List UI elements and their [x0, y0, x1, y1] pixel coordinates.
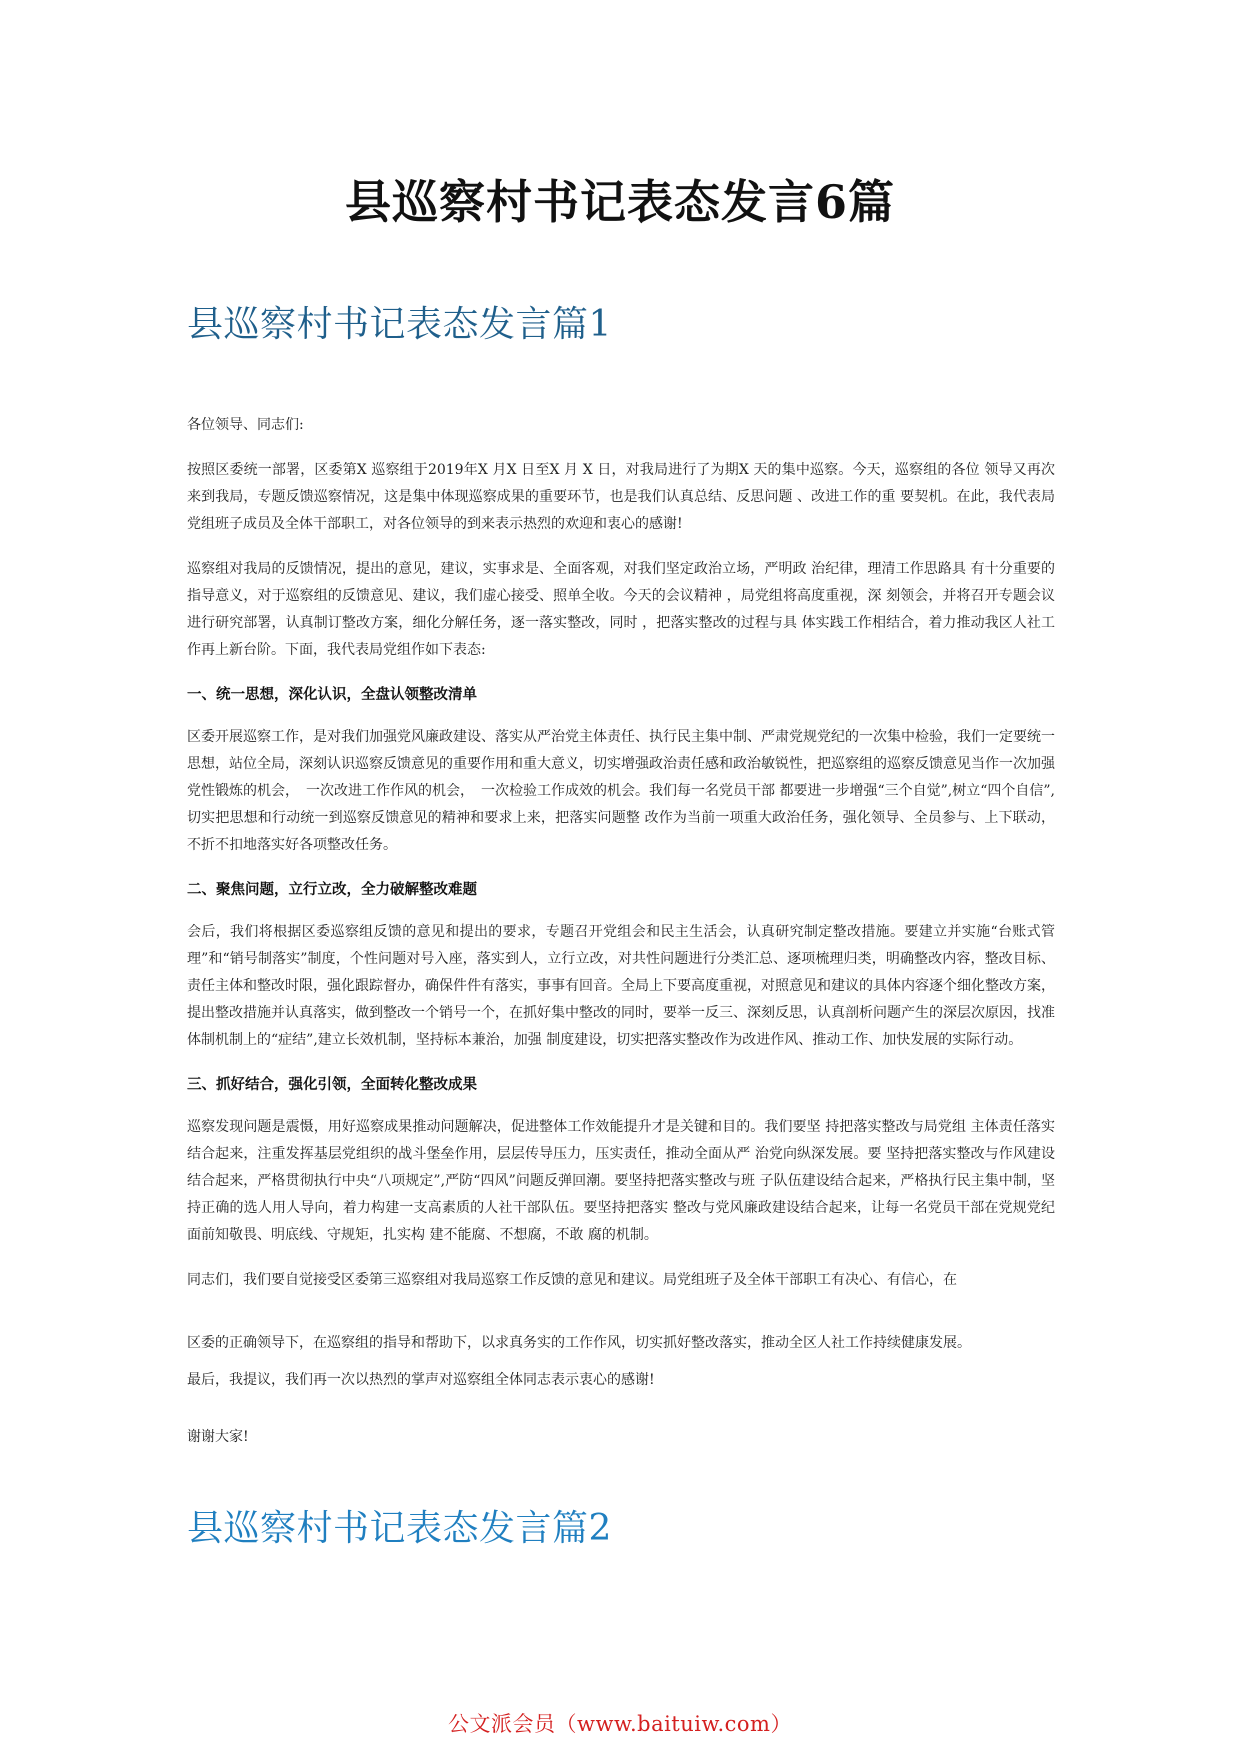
closing-remark: 谢谢大家! [187, 1429, 249, 1445]
paragraph-2: 巡察组对我局的反馈情况，提出的意见，建议，实事求是、全面客观，对我们坚定政治立场，严明政 治纪律，理清工作思路具 有十分重要的指导意义，对于巡察组的反馈意见、建议，我们虚心接受、照单全收。今天的会议精神 ，局党组将高度重视，深 刻领会，并将召开专题会议进行研究部署，认真制订整改方案，细化分解任务，逐一落实整改，同时 ，把落实整改的过程与具 体实践工作相结合，着力推动我区人社工作再上新台阶。下面，我代表局党组作如下表态: [187, 561, 1055, 658]
paragraph-4: 会后，我们将根据区委巡察组反馈的意见和提出的要求，专题召开党组会和民主生活会，认真研究制定整改措施。要建立并实施“台账式管理”和“销号制落实”制度，个性问题对号入座，落实到人，立行立改，对共性问题进行分类汇总、逐项梳理归类，明确整改内容，整改目标、责任主体和整改时限，强化跟踪督办，确保件件有落实，事事有回音。全局上下要高度重视，对照意见和建议的具体内容逐个细化整改方案，提出整改措施并认真落实，做到整改一个销号一个，在抓好集中整改的同时，要举一反三、深刻反思，认真剖析问题产生的深层次原因，找准体制机制上的“症结”,建立长效机制，坚持标本兼治，加强 制度建设，切实把落实整改作为改进作风、推动工作、加快发展的实际行动。 [187, 924, 1055, 1048]
subheading-3: 三、抓好结合，强化引领，全面转化整改成果 [187, 1077, 477, 1093]
subheading-1: 一、统一思想，深化认识，全盘认领整改清单 [187, 687, 477, 703]
section-heading-2: 县巡察村书记表态发言篇2 [187, 1508, 612, 1549]
section-1-body [187, 412, 1055, 1451]
subheading-2: 二、聚焦问题，立行立改，全力破解整改难题 [187, 882, 477, 898]
document-title: 县巡察村书记表态发言6篇 [344, 175, 895, 229]
paragraph-3: 区委开展巡察工作，是对我们加强党风廉政建设、落实从严治党主体责任、执行民主集中制、严肃党规党纪的一次集中检验，我们一定要统一思想，站位全局，深刻认识巡察反馈意见的重要作用和重大意义，切实增强政治责任感和政治敏锐性，把巡察组的巡察反馈意见当作一次加强党性锻炼的机会， 一次改进工作作风的机会， 一次检验工作成效的机会。我们每一名党员干部 都要进一步增强“三个自觉”,树立“四个自信”,切实把思想和行动统一到巡察反馈意见的精神和要求上来，把落实问题整 改作为当前一项重大政治任务，强化领导、全员参与、上下联动，不折不扣地落实好各项整改任务。 [187, 729, 1055, 853]
paragraph-1: 按照区委统一部署，区委第X 巡察组于2019年X 月X 日至X 月 X 日，对我局进行了为期X 天的集中巡察。今天，巡察组的各位 领导又再次来到我局，专题反馈巡察情况，这是集中体现巡察成果的重要环节，也是我们认真总结、反思问题 、改进工作的重 要契机。在此，我代表局党组班子成员及全体干部职工，对各位领导的到来表示热烈的欢迎和衷心的感谢! [187, 462, 1055, 532]
salutation: 各位领导、同志们: [187, 417, 304, 433]
paragraph-7: 区委的正确领导下，在巡察组的指导和帮助下，以求真务实的工作作风，切实抓好整改落实，推动全区人社工作持续健康发展。 [187, 1335, 971, 1351]
paragraph-8: 最后，我提议，我们再一次以热烈的掌声对巡察组全体同志表示衷心的感谢! [187, 1372, 655, 1388]
paragraph-5: 巡察发现问题是震慑，用好巡察成果推动问题解决，促进整体工作效能提升才是关键和目的。我们要坚 持把落实整改与局党组 主体责任落实结合起来，注重发挥基层党组织的战斗堡垒作用，层层传导压力，压实责任，推动全面从严 治党向纵深发展。要 坚持把落实整改与作风建设结合起来，严格贯彻执行中央“八项规定”,严防“四风”问题反弹回潮。要坚持把落实整改与班 子队伍建设结合起来，严格执行民主集中制，坚持正确的选人用人导向，着力构建一支高素质的人社干部队伍。要坚持把落实 整改与党风廉政建设结合起来，让每一名党员干部在党规党纪面前知敬畏、明底线、守规矩，扎实构 建不能腐、不想腐，不敢 腐的机制。 [187, 1119, 1055, 1243]
footer-watermark: 公文派会员（www.baituiw.com） [448, 1712, 792, 1736]
paragraph-6: 同志们，我们要自觉接受区委第三巡察组对我局巡察工作反馈的意见和建议。局党组班子及全体干部职工有决心、有信心，在 [187, 1272, 957, 1288]
section-heading-1: 县巡察村书记表态发言篇1 [187, 304, 612, 345]
